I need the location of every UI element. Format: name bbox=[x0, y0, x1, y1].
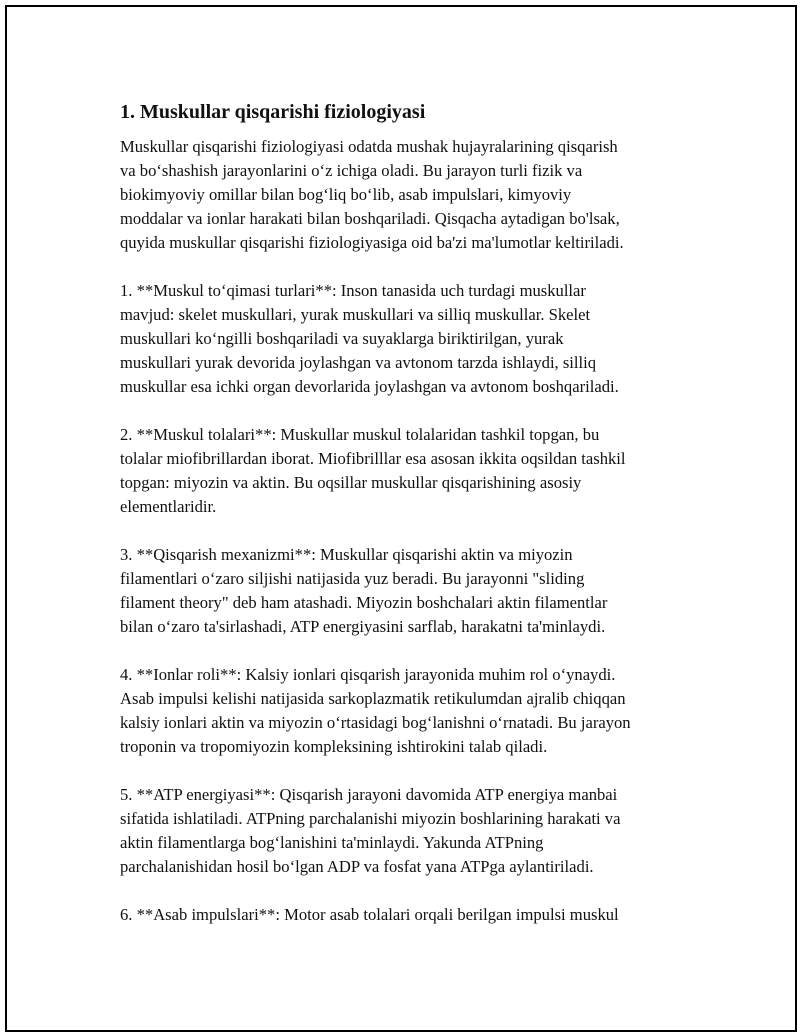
text-line: 5. **ATP energiyasi**: Qisqarish jarayoni davomida ATP energiya manbai bbox=[120, 785, 618, 804]
text-line: quyida muskullar qisqarishi fiziologiyasiga oid ba'zi ma'lumotlar keltiriladi. bbox=[120, 233, 624, 252]
text-line: muskullari yurak devorida joylashgan va avtonom tarzda ishlaydi, silliq bbox=[120, 353, 597, 372]
text-line: kalsiy ionlari aktin va miyozin o‘rtasidagi bog‘lanishni o‘rnatadi. Bu jarayon bbox=[120, 713, 631, 732]
paragraph-muscle-tissue-types bbox=[120, 279, 695, 399]
document-body bbox=[120, 99, 695, 951]
text-line: 3. **Qisqarish mexanizmi**: Muskullar qisqarishi aktin va miyozin bbox=[120, 545, 573, 564]
text-line: topgan: miyozin va aktin. Bu oqsillar muskullar qisqarishining asosiy bbox=[120, 473, 582, 492]
text-line: Muskullar qisqarishi fiziologiyasi odatda mushak hujayralarining qisqarish bbox=[120, 137, 618, 156]
text-line: muskullari ko‘ngilli boshqariladi va suyaklarga biriktirilgan, yurak bbox=[120, 329, 564, 348]
text-line: bilan o‘zaro ta'sirlashadi, ATP energiyasini sarflab, harakatni ta'minlaydi. bbox=[120, 617, 606, 636]
text-line: 2. **Muskul tolalari**: Muskullar muskul tolalaridan tashkil topgan, bu bbox=[120, 425, 600, 444]
paragraph-muscle-fibers bbox=[120, 423, 695, 519]
document-title: 1. Muskullar qisqarishi fiziologiyasi bbox=[120, 101, 426, 123]
text-line: tolalar miofibrillardan iborat. Miofibrilllar esa asosan ikkita oqsildan tashkil bbox=[120, 449, 626, 468]
text-line: filamentlari o‘zaro siljishi natijasida yuz beradi. Bu jarayonni "sliding bbox=[120, 569, 585, 588]
intro-paragraph bbox=[120, 135, 695, 255]
text-line: moddalar va ionlar harakati bilan boshqariladi. Qisqacha aytadigan bo'lsak, bbox=[120, 209, 620, 228]
text-line: parchalanishidan hosil bo‘lgan ADP va fosfat yana ATPga aylantiriladi. bbox=[120, 857, 594, 876]
text-line: troponin va tropomiyozin kompleksining ishtirokini talab qiladi. bbox=[120, 737, 548, 756]
text-line: biokimyoviy omillar bilan bog‘liq bo‘lib, asab impulslari, kimyoviy bbox=[120, 185, 572, 204]
text-line: filament theory" deb ham atashadi. Miyozin boshchalari aktin filamentlar bbox=[120, 593, 608, 612]
text-line: va bo‘shashish jarayonlarini o‘z ichiga oladi. Bu jarayon turli fizik va bbox=[120, 161, 583, 180]
paragraph-nerve-impulses bbox=[120, 903, 695, 927]
paragraph-atp-energy bbox=[120, 783, 695, 879]
text-line: 1. **Muskul to‘qimasi turlari**: Inson tanasida uch turdagi muskullar bbox=[120, 281, 586, 300]
text-line: elementlaridir. bbox=[120, 497, 217, 516]
paragraph-contraction-mechanism bbox=[120, 543, 695, 639]
text-line: aktin filamentlarga bog‘lanishini ta'minlaydi. Yakunda ATPning bbox=[120, 833, 544, 852]
text-line: muskullar esa ichki organ devorlarida joylashgan va avtonom boshqariladi. bbox=[120, 377, 619, 396]
text-line: 6. **Asab impulslari**: Motor asab tolalari orqali berilgan impulsi muskul bbox=[120, 905, 619, 924]
text-line: sifatida ishlatiladi. ATPning parchalanishi miyozin boshlarining harakati va bbox=[120, 809, 621, 828]
page-frame bbox=[5, 5, 797, 1032]
paragraph-ions-role bbox=[120, 663, 695, 759]
text-line: mavjud: skelet muskullari, yurak muskullari va silliq muskullar. Skelet bbox=[120, 305, 591, 324]
text-line: 4. **Ionlar roli**: Kalsiy ionlari qisqarish jarayonida muhim rol o‘ynaydi. bbox=[120, 665, 616, 684]
text-line: Asab impulsi kelishi natijasida sarkoplazmatik retikulumdan ajralib chiqqan bbox=[120, 689, 626, 708]
